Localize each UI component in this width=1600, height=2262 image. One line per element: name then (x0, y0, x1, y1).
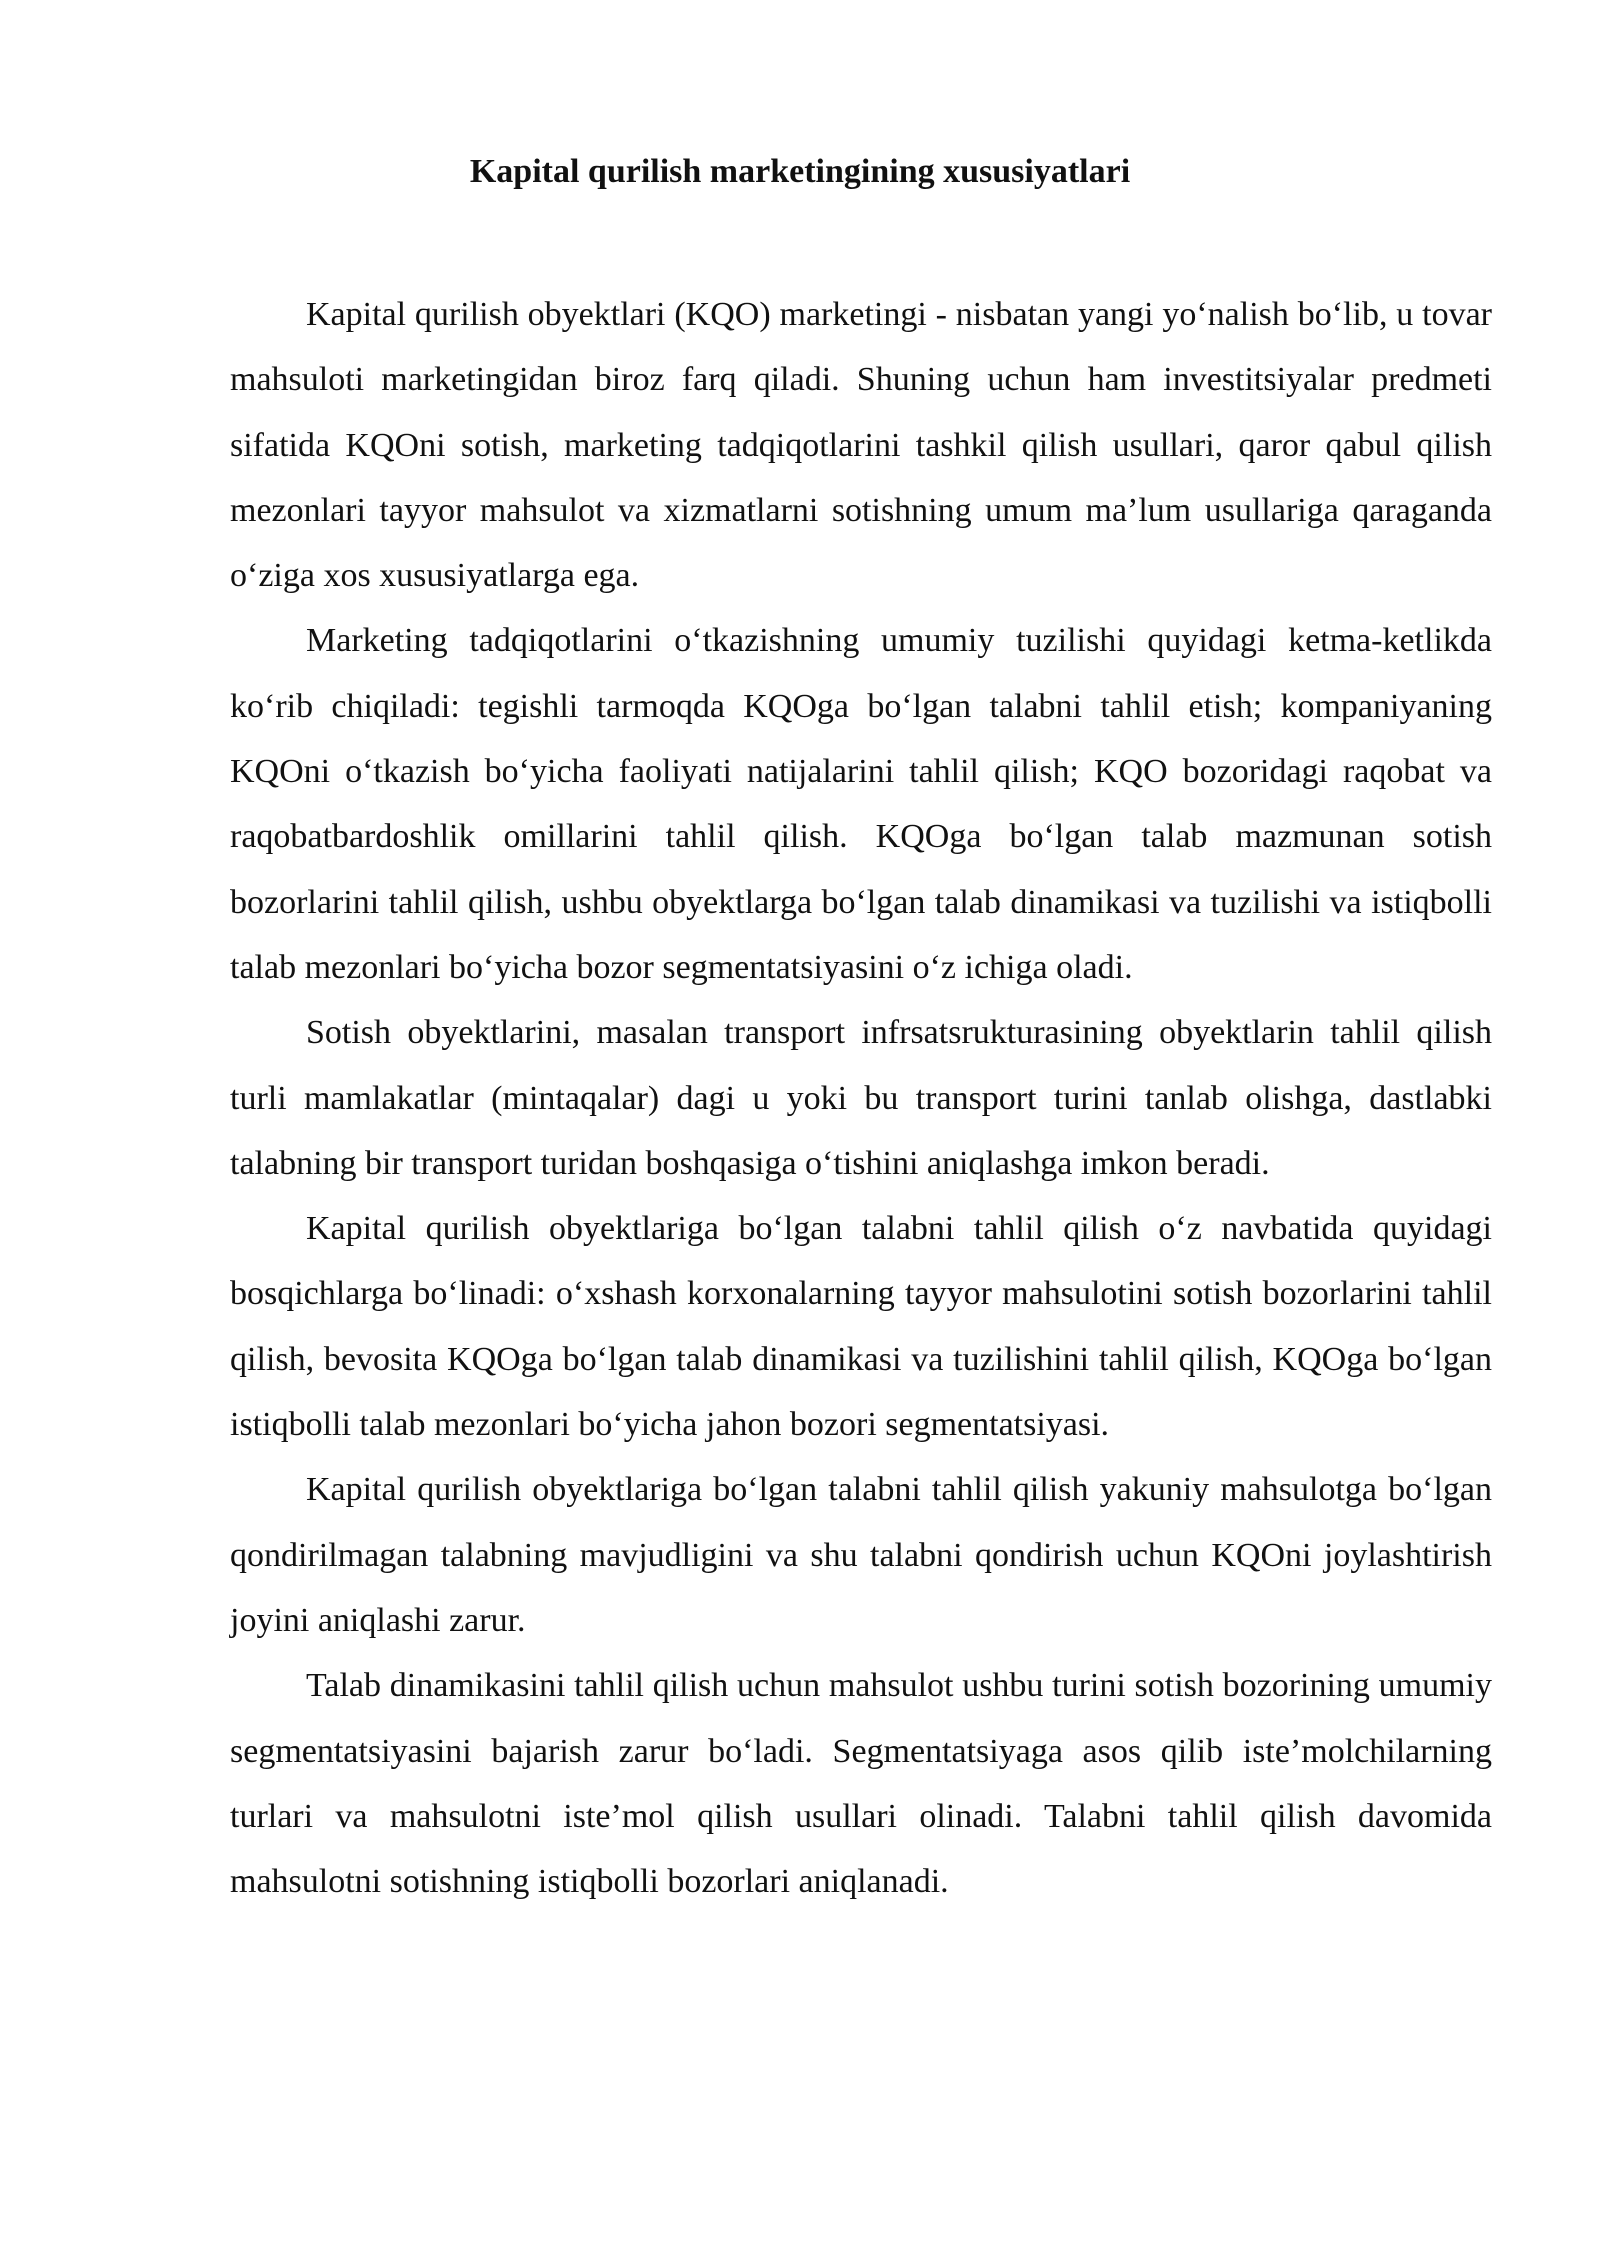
page-title: Kapital qurilish marketingining xususiyatlari (469, 153, 1131, 190)
paragraph: Kapital qurilish obyektlariga bo‘lgan talabni tahlil qilish o‘z navbatida quyidagi bosqichlarga bo‘linadi: o‘xshash korxonalarning tayyor mahsulotini sotish bozorlarini tahlil qilish, bevosita KQOga bo‘lgan talab dinamikasi va tuzilishini tahlil qilish, KQOga bo‘lgan istiqbolli talab mezonlari bo‘yicha jahon bozori segmentatsiyasi. (230, 1210, 1492, 1444)
paragraph: Marketing tadqiqotlarini o‘tkazishning umumiy tuzilishi quyidagi ketma-ketlikda ko‘rib chiqiladi: tegishli tarmoqda KQOga bo‘lgan talabni tahlil etish; kompaniyaning KQOni o‘tkazish bo‘yicha faoliyati natijalarini tahlil qilish; KQO bozoridagi raqobat va raqobatbardoshlik omillarini tahlil qilish. KQOga bo‘lgan talab mazmunan sotish bozorlarini tahlil qilish, ushbu obyektlarga bo‘lgan talab dinamikasi va tuzilishi va istiqbolli talab mezonlari bo‘yicha bozor segmentatsiyasini o‘z ichiga oladi. (230, 622, 1492, 986)
paragraph: Talab dinamikasini tahlil qilish uchun mahsulot ushbu turini sotish bozorining umumiy segmentatsiyasini bajarish zarur bo‘ladi. Segmentatsiyaga asos qilib iste’molchilarning turlari va mahsulotni iste’mol qilish usullari olinadi. Talabni tahlil qilish davomida mahsulotni sotishning istiqbolli bozorlari aniqlanadi. (230, 1667, 1492, 1901)
paragraph: Kapital qurilish obyektlari (KQO) marketingi - nisbatan yangi yo‘nalish bo‘lib, u tovar mahsuloti marketingidan biroz farq qiladi. Shuning uchun ham investitsiyalar predmeti sifatida KQOni sotish, marketing tadqiqotlarini tashkil qilish usullari, qaror qabul qilish mezonlari tayyor mahsulot va xizmatlarni sotishning umum ma’lum usullariga qaraganda o‘ziga xos xususiyatlarga ega. (230, 296, 1492, 595)
document-body (230, 282, 1492, 1914)
paragraph: Kapital qurilish obyektlariga bo‘lgan talabni tahlil qilish yakuniy mahsulotga bo‘lgan qondirilmagan talabning mavjudligini va shu talabni qondirish uchun KQOni joylashtirish joyini aniqlashi zarur. (230, 1471, 1492, 1639)
paragraph: Sotish obyektlarini, masalan transport infrsatsrukturasining obyektlarin tahlil qilish turli mamlakatlar (mintaqalar) dagi u yoki bu transport turini tanlab olishga, dastlabki talabning bir transport turidan boshqasiga o‘tishini aniqlashga imkon beradi. (230, 1014, 1492, 1182)
